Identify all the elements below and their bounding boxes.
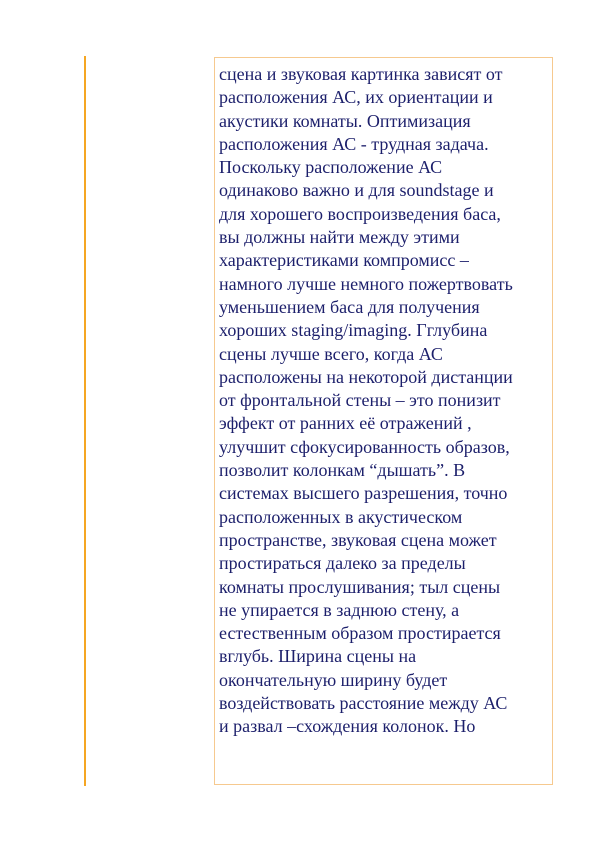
text-frame bbox=[214, 57, 553, 785]
left-margin-rule bbox=[84, 56, 86, 786]
body-paragraph: сцена и звуковая картинка зависят от расположения АС, их ориентации и акустики комнаты. Оптимизация расположения АС - трудная задача. Поскольку расположение АС одинаково важно и для soundstage и для хорошего воспроизведения баса, вы должны найти между этими характеристиками компромисс – намного лучше немного пожертвовать уменьшением баса для получения хороших staging/imaging. Гглубина сцены лучше всего, когда АС расположены на некоторой дистанции от фронтальной стены – это понизит эффект от ранних её отражений , улучшит сфокусированность образов, позволит колонкам “дышать”. В системах высшего разрешения, точно расположенных в акустическом пространстве, звуковая сцена может простираться далеко за пределы комнаты прослушивания; тыл сцены не упирается в заднюю стену, а естественным образом простирается вглубь. Ширина сцены на окончательную ширину будет воздействовать расстояние между АС и развал –схождения колонок. Но bbox=[219, 64, 513, 737]
